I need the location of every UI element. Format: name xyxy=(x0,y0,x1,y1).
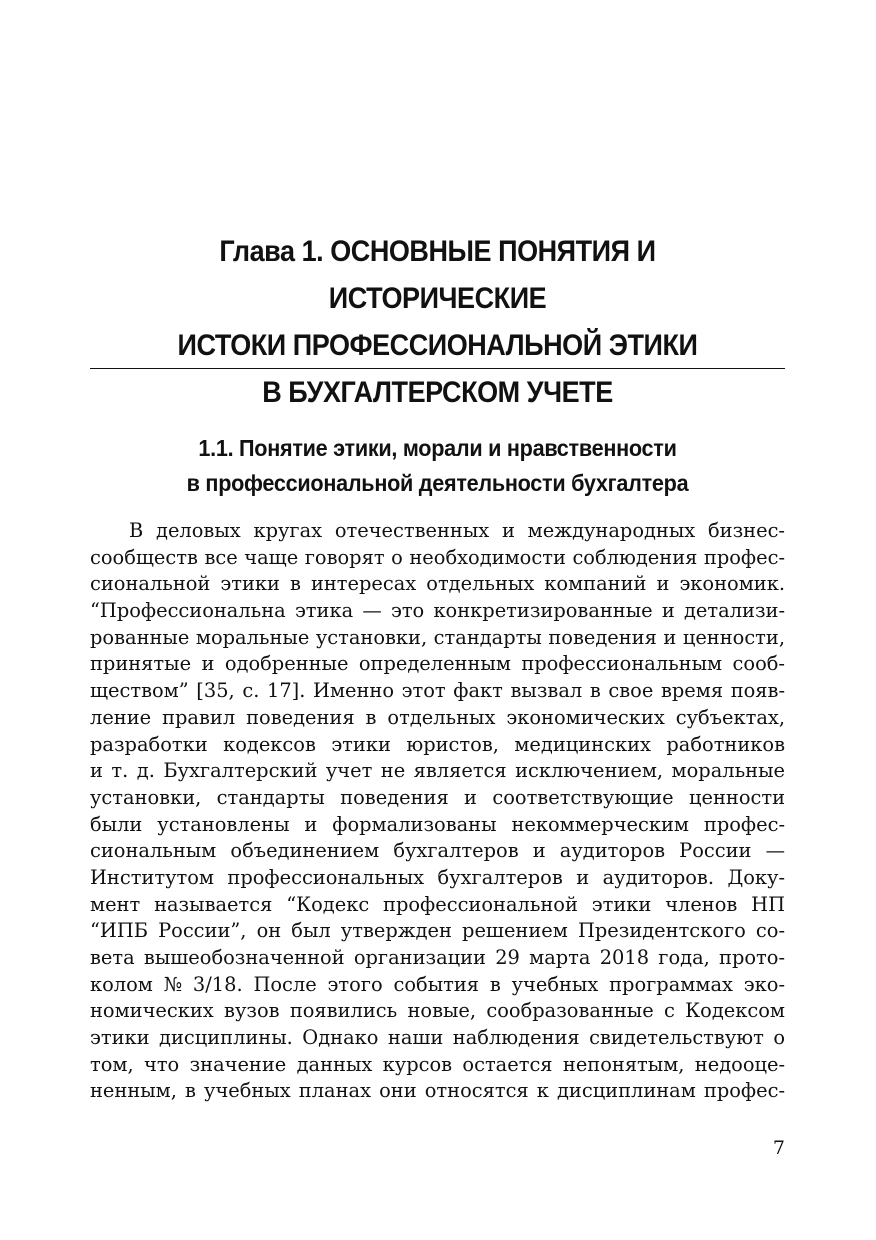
section-title-line: 1.1. Понятие этики, морали и нравственности xyxy=(198,435,677,461)
page-number: 7 xyxy=(772,1137,785,1159)
text-line: принятые и одобренные определенным профессиональным сооб- xyxy=(90,652,785,676)
text-line: рованные моральные установки, стандарты поведения и ценности, xyxy=(90,625,785,649)
text-line: этики дисциплины. Однако наши наблюдения свидетельствуют о xyxy=(90,1026,785,1050)
section-title xyxy=(118,431,757,501)
text-line: ление правил поведения в отдельных экономических субъектах, xyxy=(90,705,785,729)
chapter-title-line: ИСТОКИ ПРОФЕССИОНАЛЬНОЙ ЭТИКИ xyxy=(177,329,698,362)
text-line: мент называется “Кодекс профессиональной этики членов НП xyxy=(90,892,785,916)
chapter-divider xyxy=(90,368,785,369)
section-title-line: в профессиональной деятельности бухгалтера xyxy=(186,470,689,496)
body-paragraph xyxy=(90,518,785,1105)
text-line: ненным, в учебных планах они относятся к дисциплинам профес- xyxy=(90,1079,785,1103)
text-line: том, что значение данных курсов остается непонятым, недооце- xyxy=(90,1052,785,1076)
text-line: установки, стандарты поведения и соответствующие ценности xyxy=(90,785,785,809)
text-line: Институтом профессиональных бухгалтеров и аудиторов. Доку- xyxy=(90,865,785,889)
chapter-title-line: В БУХГАЛТЕРСКОМ УЧЕТЕ xyxy=(262,376,613,409)
text-line: сообществ все чаще говорят о необходимости соблюдения профес- xyxy=(90,545,785,569)
text-line: сиональной этики в интересах отдельных компаний и экономик. xyxy=(90,572,785,596)
text-line: вета вышеобозначенной организации 29 марта 2018 года, прото- xyxy=(90,946,785,969)
text-line: “ИПБ России”, он был утвержден решением Президентского со- xyxy=(90,919,785,943)
text-line: были установлены и формализованы некоммерческим профес- xyxy=(90,812,785,836)
text-line: сиональным объединением бухгалтеров и аудиторов России — xyxy=(90,839,785,863)
text-line: В деловых кругах отечественных и международных бизнес- xyxy=(129,519,785,542)
chapter-title xyxy=(125,228,751,416)
text-line: номических вузов появились новые, сообразованные с Кодексом xyxy=(90,999,785,1023)
text-line: “Профессиональна этика — это конкретизированные и детализи- xyxy=(90,599,785,623)
chapter-title-line: Глава 1. ОСНОВНЫЕ ПОНЯТИЯ И ИСТОРИЧЕСКИЕ xyxy=(219,235,656,315)
text-line: и т. д. Бухгалтерский учет не является исключением, моральные xyxy=(90,759,785,783)
text-line: ществом” [35, с. 17]. Именно этот факт вызвал в свое время появ- xyxy=(90,679,785,703)
text-line: разработки кодексов этики юристов, медицинских работников xyxy=(90,732,785,756)
text-line: колом № 3/18. После этого события в учебных программах эко- xyxy=(90,972,785,996)
